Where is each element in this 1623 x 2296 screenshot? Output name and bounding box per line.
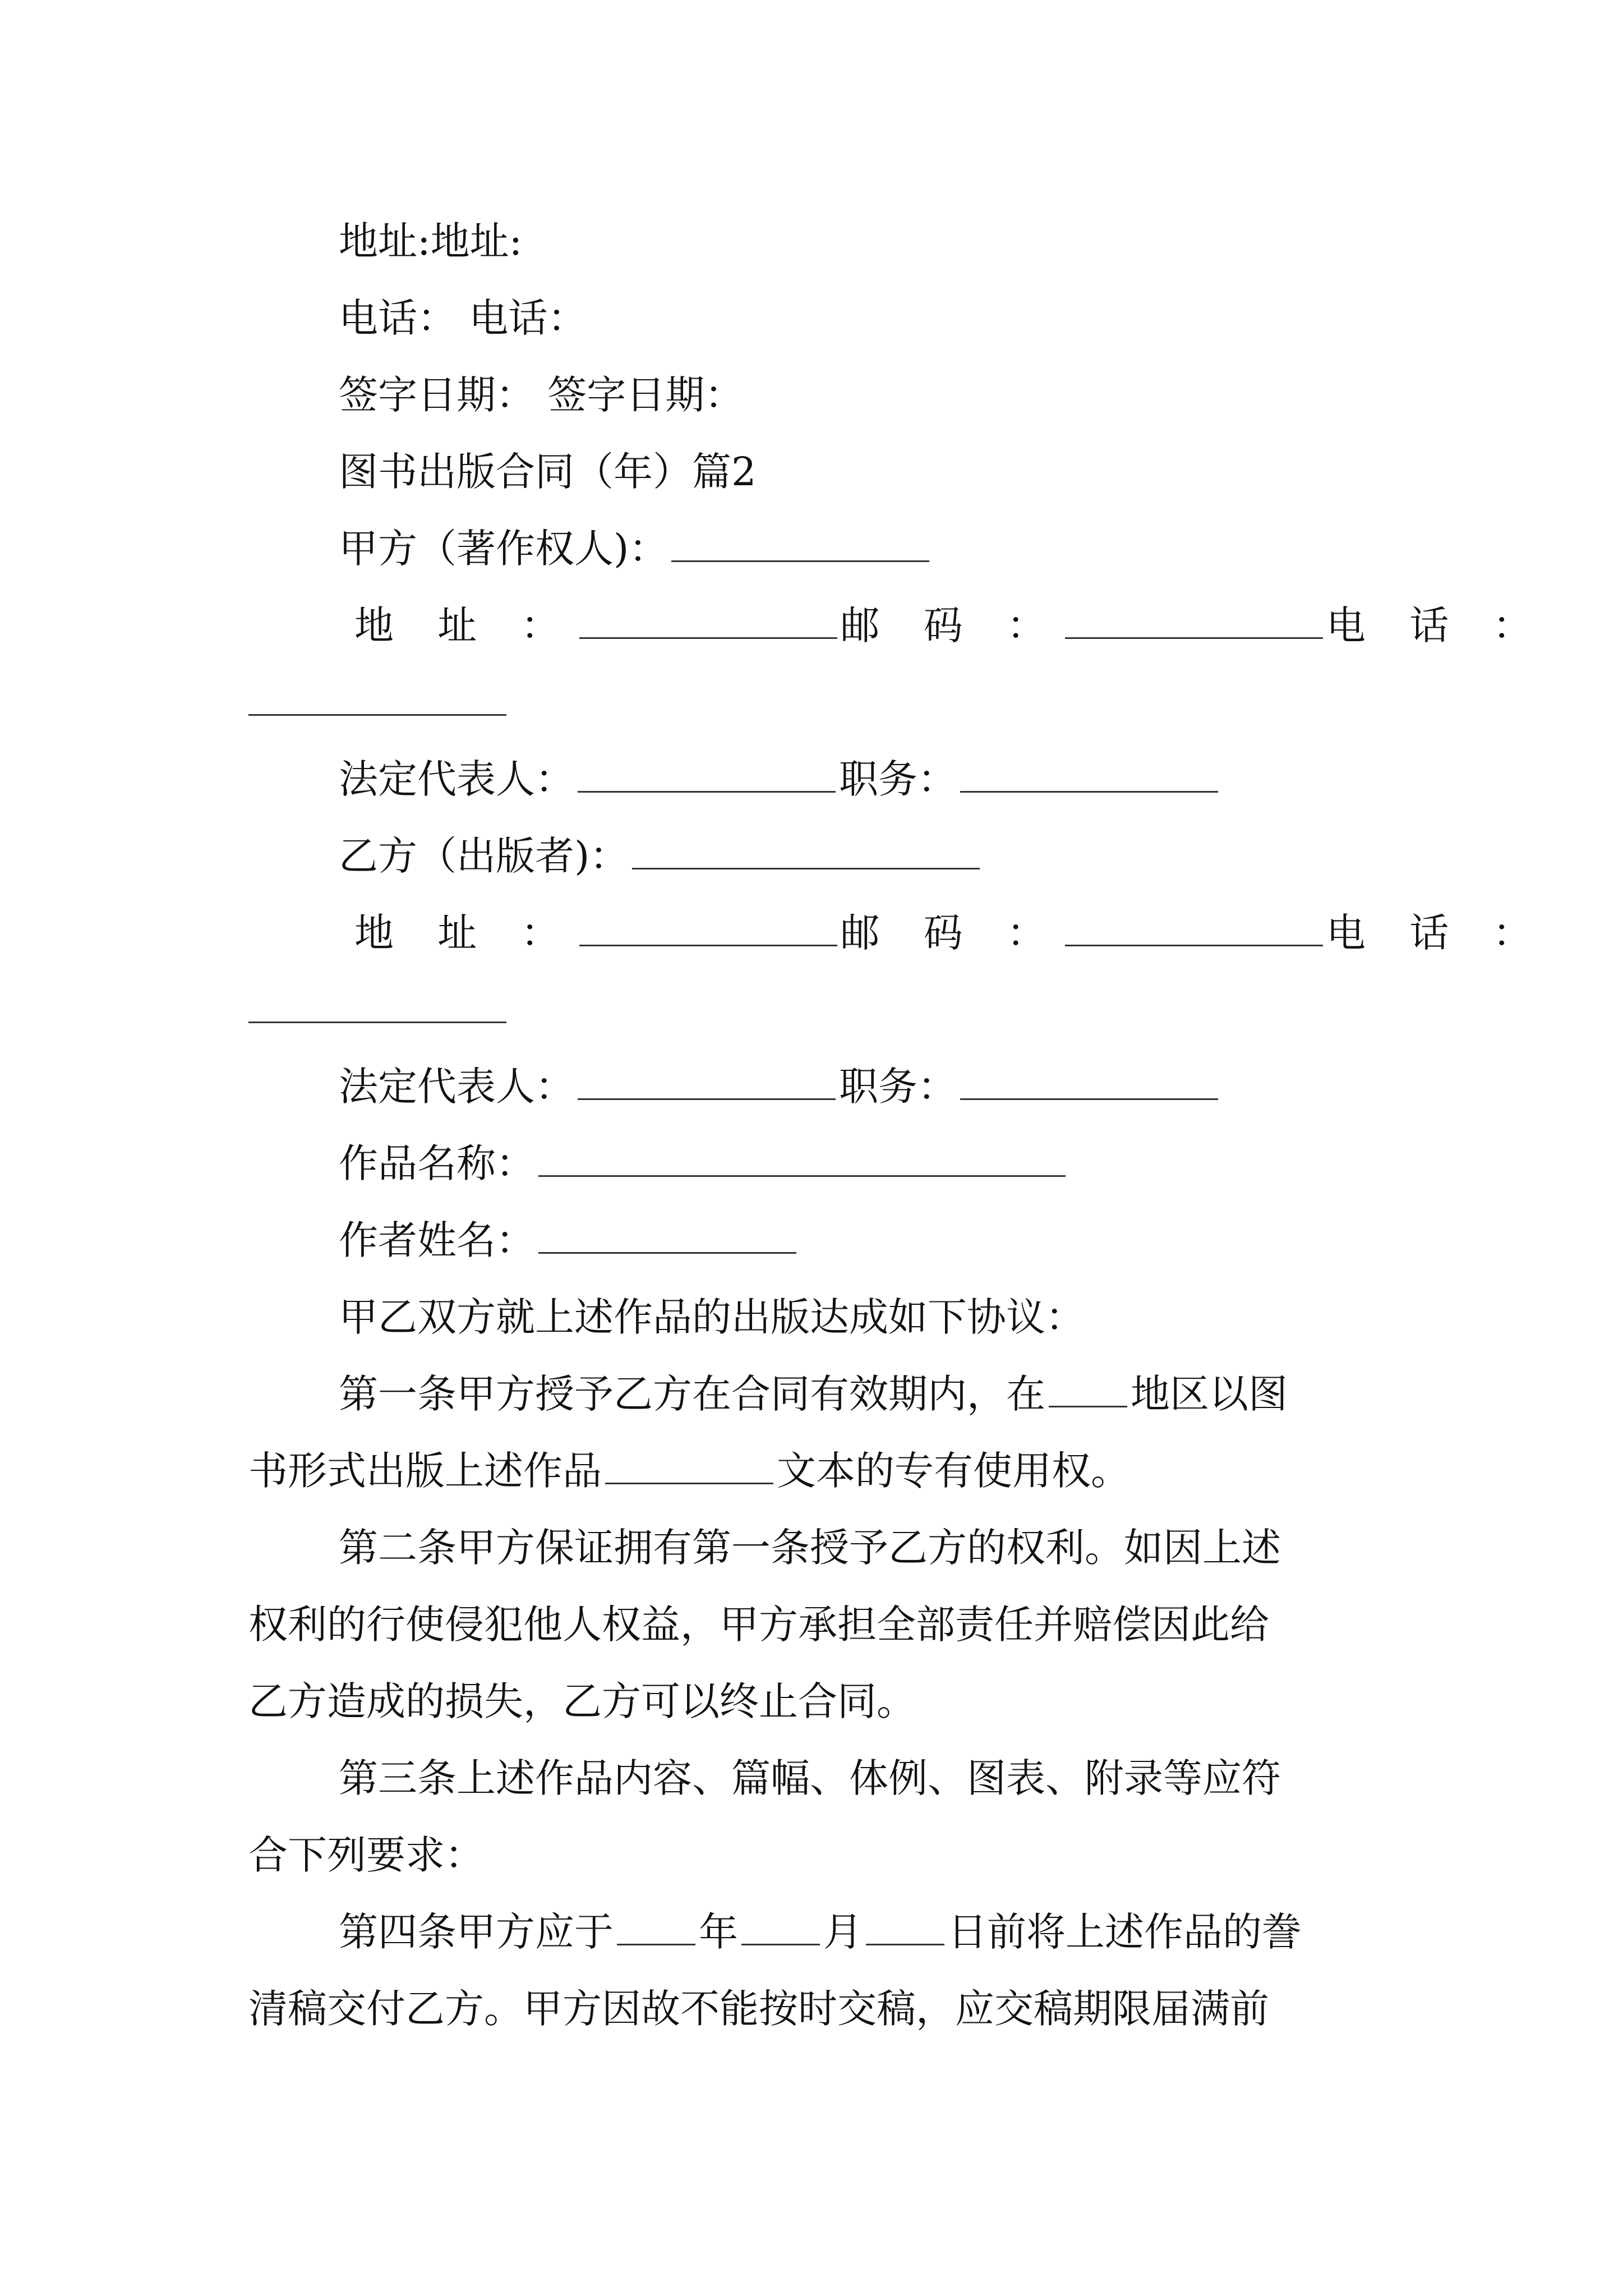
author-name-label: 作者姓名： [339, 1217, 535, 1263]
clause-3-line-1: 第三条上述作品内容、篇幅、体例、图表、附录等应符 [339, 1755, 1281, 1801]
party-a-blank [671, 555, 929, 562]
clause-1-text-c: 书形式出版上述作品 [248, 1448, 602, 1494]
phone-label-b: 电 话 ： [1326, 910, 1548, 956]
work-title-blank [538, 1170, 1066, 1177]
postcode-blank [1065, 632, 1323, 639]
postcode-blank-b [1065, 939, 1323, 946]
language-blank [605, 1477, 773, 1484]
party-b-label: 乙方（出版者)： [339, 833, 629, 879]
position-label: 职务： [839, 756, 957, 802]
author-name-line [339, 1212, 800, 1268]
year-label: 年 [699, 1909, 738, 1955]
month-label: 月 [823, 1909, 863, 1955]
region-blank [1049, 1400, 1127, 1407]
party-a-contact-line [354, 597, 1548, 654]
clause-4-text-b: 日前将上述作品的誊 [948, 1909, 1301, 1955]
clause-2-line-1: 第二条甲方保证拥有第一条授予乙方的权利。如因上述 [339, 1525, 1281, 1571]
author-name-blank [538, 1246, 796, 1254]
legal-rep-label-b: 法定代表人： [339, 1064, 574, 1110]
phone-pair-line: 电话： 电话： [339, 295, 587, 341]
postcode-label: 邮 码 ： [840, 602, 1062, 648]
legal-rep-blank [578, 785, 836, 793]
postcode-label-b: 邮 码 ： [840, 910, 1062, 956]
phone-blank [248, 708, 506, 716]
position-blank-b [960, 1093, 1218, 1100]
clause-1-text-d: 文本的专有使用权。 [777, 1448, 1130, 1494]
address-pair-line: 地址:地址: [339, 218, 523, 264]
legal-rep-label: 法定代表人： [339, 756, 574, 802]
work-title-line [339, 1135, 1069, 1191]
clause-1-text-b: 地区以图 [1131, 1371, 1288, 1417]
clause-4-line-1 [339, 1904, 1301, 1960]
party-b-contact-line [354, 905, 1548, 961]
clause-1-text-a: 第一条甲方授予乙方在合同有效期内，在 [339, 1371, 1045, 1417]
phone-continuation-line-b [248, 982, 510, 1038]
position-blank [960, 785, 1218, 793]
position-label-b: 职务： [839, 1064, 957, 1110]
clause-4-text-a: 第四条甲方应于 [339, 1909, 614, 1955]
legal-rep-line [339, 751, 1221, 807]
legal-rep-blank-b [578, 1093, 836, 1100]
section-title: 图书出版合同（年）篇2 [339, 449, 757, 495]
agreement-intro: 甲乙双方就上述作品的出版达成如下协议： [339, 1294, 1085, 1340]
phone-label: 电 话 ： [1326, 602, 1548, 648]
address-label-b: 地 址 ： [354, 910, 576, 956]
address-label: 地 址 ： [354, 602, 576, 648]
clause-3-line-2: 合下列要求： [248, 1832, 484, 1878]
day-blank [866, 1938, 944, 1945]
month-blank [741, 1938, 820, 1945]
clause-2-line-2: 权利的行使侵犯他人权益，甲方承担全部责任并赔偿因此给 [248, 1602, 1269, 1648]
clause-1-line-2 [248, 1443, 1130, 1499]
clause-4-line-2: 清稿交付乙方。甲方因故不能按时交稿，应交稿期限届满前 [248, 1986, 1269, 2032]
phone-blank-b [248, 1016, 506, 1023]
party-b-blank [632, 862, 980, 869]
phone-continuation-line [248, 674, 510, 730]
address-blank [579, 632, 837, 639]
work-title-label: 作品名称： [339, 1140, 535, 1186]
clause-1-line-1 [339, 1366, 1288, 1422]
sign-date-pair-line: 签字日期： 签字日期： [339, 372, 744, 418]
year-blank [617, 1938, 695, 1945]
address-blank-b [579, 939, 837, 946]
legal-rep-line-b [339, 1059, 1221, 1115]
party-a-line [339, 521, 933, 577]
clause-2-line-3: 乙方造成的损失，乙方可以终止合同。 [248, 1678, 916, 1724]
party-b-line [339, 828, 983, 884]
party-a-label: 甲方（著作权人)： [339, 526, 668, 572]
